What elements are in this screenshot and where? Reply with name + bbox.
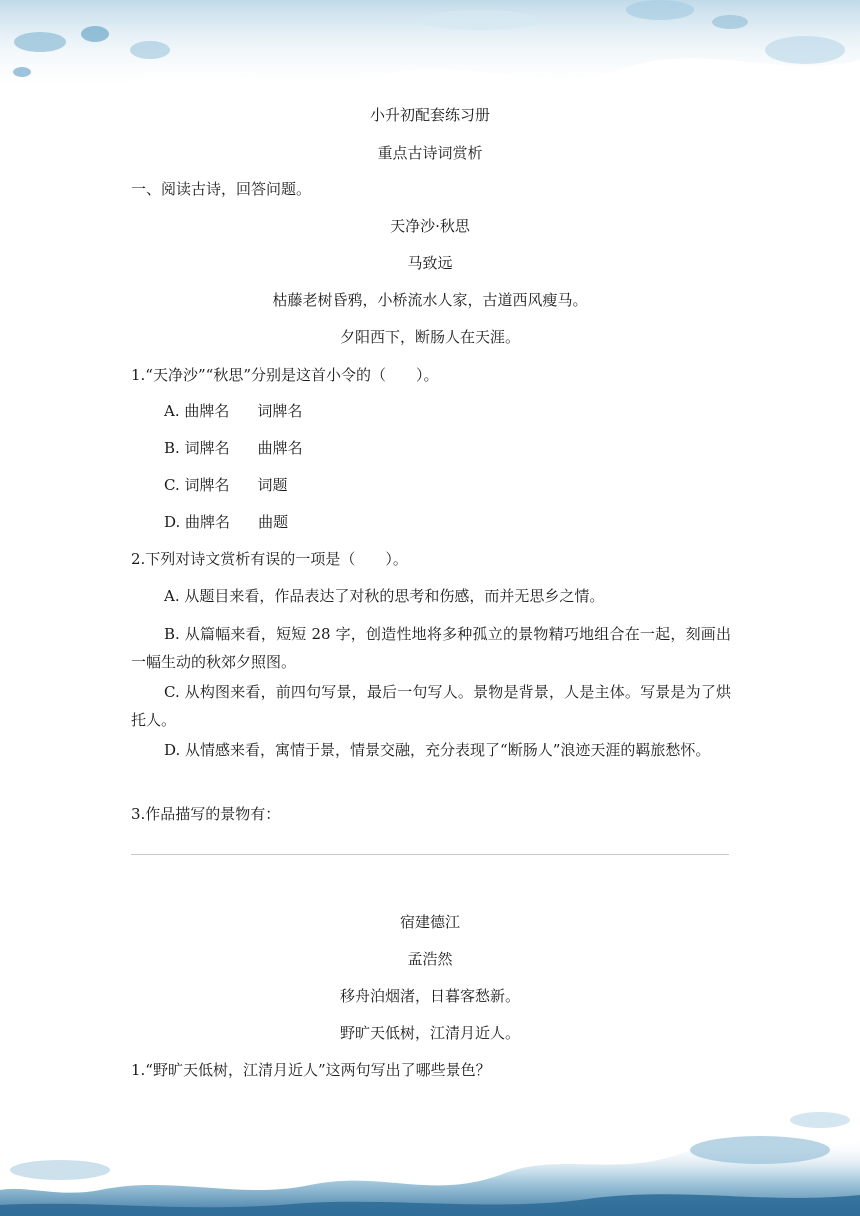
option-part: 曲牌名 [257, 439, 303, 457]
q2-option-c: C. 从构图来看，前四句写景，最后一句写人。景物是背景，人是主体。写景是为了烘托人。 [131, 683, 731, 729]
poem1-title: 天净沙·秋思 [390, 217, 470, 235]
option-letter: B. [164, 439, 180, 457]
option-letter: D. [164, 513, 181, 531]
option-part: 词牌名 [257, 402, 303, 420]
answer-line [131, 854, 729, 855]
option-part: 曲牌名 [184, 402, 230, 420]
poem2-line: 移舟泊烟渚，日暮客愁新。 [339, 987, 520, 1005]
poem2-author: 孟浩然 [407, 950, 453, 968]
poem2-title: 宿建德江 [399, 913, 460, 931]
option-letter: A. [164, 402, 180, 420]
section-heading: 一、阅读古诗，回答问题。 [131, 180, 312, 198]
document-title: 小升初配套练习册 [369, 106, 490, 124]
q2-option-a: A. 从题目来看，作品表达了对秋的思考和伤感，而并无思乡之情。 [164, 587, 605, 605]
q2-option-d: D. 从情感来看，寓情于景，情景交融，充分表现了“断肠人”浪迹天涯的羁旅愁怀。 [164, 741, 711, 759]
question1-stem: 1.“天净沙”“秋思”分别是这首小令的（ ）。 [131, 366, 439, 384]
q1-option-c [164, 475, 288, 495]
q1-option-d [164, 512, 288, 532]
option-part: 词牌名 [184, 439, 230, 457]
q1-option-b [164, 438, 303, 458]
poem1-author: 马致远 [407, 254, 453, 272]
option-letter: C. [164, 476, 180, 494]
poem1-line: 枯藤老树昏鸦，小桥流水人家，古道西风瘦马。 [272, 291, 588, 309]
question2-stem: 2.下列对诗文赏析有误的一项是（ ）。 [131, 550, 408, 568]
option-part: 词牌名 [184, 476, 230, 494]
q2-option-b: B. 从篇幅来看，短短 28 字，创造性地将多种孤立的景物精巧地组合在一起，刻画出一幅生动的秋郊夕照图。 [131, 625, 731, 671]
poem1-line: 夕阳西下，断肠人在天涯。 [339, 328, 520, 346]
option-part: 曲牌名 [185, 513, 231, 531]
document-subtitle: 重点古诗词赏析 [377, 144, 483, 162]
option-part: 词题 [257, 476, 288, 494]
option-part: 曲题 [258, 513, 289, 531]
question3-stem: 3.作品描写的景物有： [131, 805, 281, 823]
q1-option-a [164, 401, 302, 421]
poem2-line: 野旷天低树，江清月近人。 [339, 1024, 520, 1042]
poem2-question1: 1.“野旷天低树，江清月近人”这两句写出了哪些景色？ [131, 1061, 491, 1079]
